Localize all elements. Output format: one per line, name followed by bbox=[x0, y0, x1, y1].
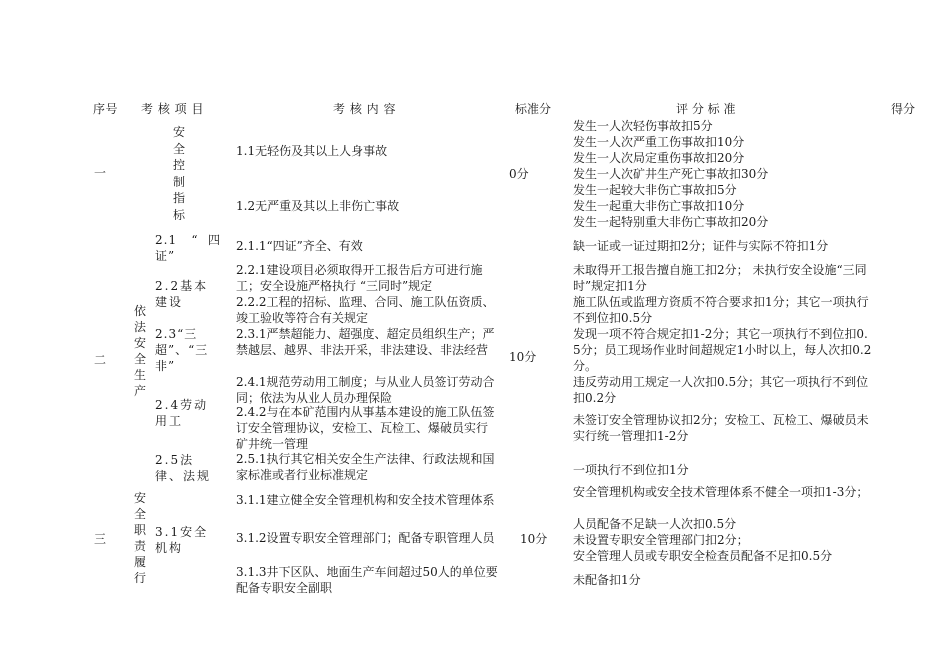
section3-content-3-1-2: 3.1.2设置专职安全管理部门；配备专职管理人员 bbox=[236, 531, 495, 545]
section2-content-2-4-2: 2.4.2与在本矿范围内从事基本建设的施工队伍签订安全管理协议，安检工、瓦检工、爆破员实行矿井统一管理 bbox=[236, 405, 495, 451]
section1-score: 0分 bbox=[509, 167, 529, 181]
section2-sub-2-5: 2.5法律、法规 bbox=[155, 453, 212, 483]
section2-criteria-2-4-2: 未签订安全管理协议扣2分；安检工、瓦检工、爆破员未实行统一管理扣1-2分 bbox=[573, 413, 869, 443]
section2-criteria-2-3: 发现一项不符合规定扣1-2分；其它一项执行不到位扣0.5分；员工现场作业时间超规定1小时以上，每人次扣0.2分。 bbox=[573, 327, 872, 373]
section1-criteria-item: 发生一起特别重大非伤亡事故扣20分 bbox=[573, 215, 769, 229]
section3-item: 安全职责履行 bbox=[133, 491, 146, 585]
section1-criteria-item: 发生一人次局定重伤事故扣20分 bbox=[573, 151, 745, 165]
section2-criteria-2-1: 缺一证或一证过期扣2分；证件与实际不符扣1分 bbox=[573, 239, 829, 253]
section3-criteria-3-1-2b: 未设置专职安全管理部门扣2分； bbox=[573, 533, 749, 547]
header-criteria: 评 分 标 准 bbox=[676, 102, 736, 116]
section1-criteria-item: 发生一人次轻伤事故扣5分 bbox=[573, 119, 713, 133]
section3-sub-3-1: 3.1安全机构 bbox=[155, 525, 209, 555]
section2-criteria-2-5: 一项执行不到位扣1分 bbox=[573, 463, 689, 477]
section1-criteria-list bbox=[573, 118, 768, 230]
section2-no: 二 bbox=[94, 353, 107, 367]
section2-criteria-2-2-2: 施工队伍或监理方资质不符合要求扣1分；其它一项执行不到位扣0.5分 bbox=[573, 295, 869, 325]
section3-content-3-1-3: 3.1.3井下区队、地面生产车间超过50人的单位要配备专职安全副职 bbox=[236, 565, 498, 595]
header-no: 序号 bbox=[93, 102, 119, 116]
header-standard-score: 标准分 bbox=[515, 102, 552, 116]
section3-criteria-3-1-1: 安全管理机构或安全技术管理体系不健全一项扣1-3分； bbox=[573, 485, 869, 499]
header-item: 考 核 项 目 bbox=[141, 102, 204, 116]
section2-criteria-2-2-1: 未取得开工报告擅自施工扣2分； 未执行安全设施“三同时”规定扣1分 bbox=[573, 263, 867, 293]
section3-content-3-1-1: 3.1.1建立健全安全管理机构和安全技术管理体系 bbox=[236, 493, 495, 507]
section2-content-2-2-2: 2.2.2工程的招标、监理、合同、施工队伍资质、竣工验收等符合有关规定 bbox=[236, 295, 495, 325]
section1-criteria-item: 发生一起重大非伤亡事故扣10分 bbox=[573, 199, 745, 213]
section2-content-2-2-1: 2.2.1建设项目必须取得开工报告后方可进行施工；安全设施严格执行 “三同时”规定 bbox=[236, 263, 483, 293]
section1-criteria-item: 发生一人次矿井生产死亡事故扣30分 bbox=[573, 167, 769, 181]
section2-sub-2-2: 2.2基本建设 bbox=[155, 279, 209, 309]
section3-no: 三 bbox=[94, 532, 107, 546]
section1-no: 一 bbox=[94, 166, 107, 180]
section2-item: 依法安全生产 bbox=[133, 304, 146, 398]
section2-sub-2-1: 2.1 “四证” bbox=[155, 233, 221, 263]
section2-criteria-2-4-1: 违反劳动用工规定一人次扣0.5分；其它一项执行不到位扣0.2分 bbox=[573, 375, 869, 405]
section1-criteria-item: 发生一起较大非伤亡事故扣5分 bbox=[573, 183, 737, 197]
section2-content-2-5-1: 2.5.1执行其它相关安全生产法律、行政法规和国家标准或者行业标准规定 bbox=[236, 452, 495, 482]
header-score: 得分 bbox=[891, 102, 916, 116]
section3-score: 10分 bbox=[520, 532, 548, 546]
section2-sub-2-3: 2.3“三超”、“三非” bbox=[155, 327, 209, 373]
section2-sub-2-4: 2.4劳动用工 bbox=[155, 398, 209, 428]
section3-criteria-3-1-2a: 人员配备不足缺一人次扣0.5分 bbox=[573, 517, 737, 531]
section1-criteria-item: 发生一人次严重工伤事故扣10分 bbox=[573, 135, 745, 149]
section2-content-2-3-1: 2.3.1严禁超能力、超强度、超定员组织生产；严禁越层、越界、非法开采，非法建设、非法经营 bbox=[236, 327, 495, 357]
section3-criteria-3-1-3: 未配备扣1分 bbox=[573, 573, 641, 587]
section2-score: 10分 bbox=[509, 350, 537, 364]
section2-content-2-1-1: 2.1.1“四证”齐全、有效 bbox=[236, 239, 363, 253]
header-content: 考 核 内 容 bbox=[333, 102, 396, 116]
section3-criteria-3-1-2c: 安全管理人员或专职安全检查员配备不足扣0.5分 bbox=[573, 549, 833, 563]
section1-item: 安全控制指标 bbox=[172, 125, 185, 222]
section1-content-1-1: 1.1无轻伤及其以上人身事故 bbox=[236, 144, 388, 158]
section2-content-2-4-1: 2.4.1规范劳动用工制度；与从业人员签订劳动合同；依法为从业人员办理保险 bbox=[236, 375, 495, 405]
section1-content-1-2: 1.2无严重及其以上非伤亡事故 bbox=[236, 199, 400, 213]
